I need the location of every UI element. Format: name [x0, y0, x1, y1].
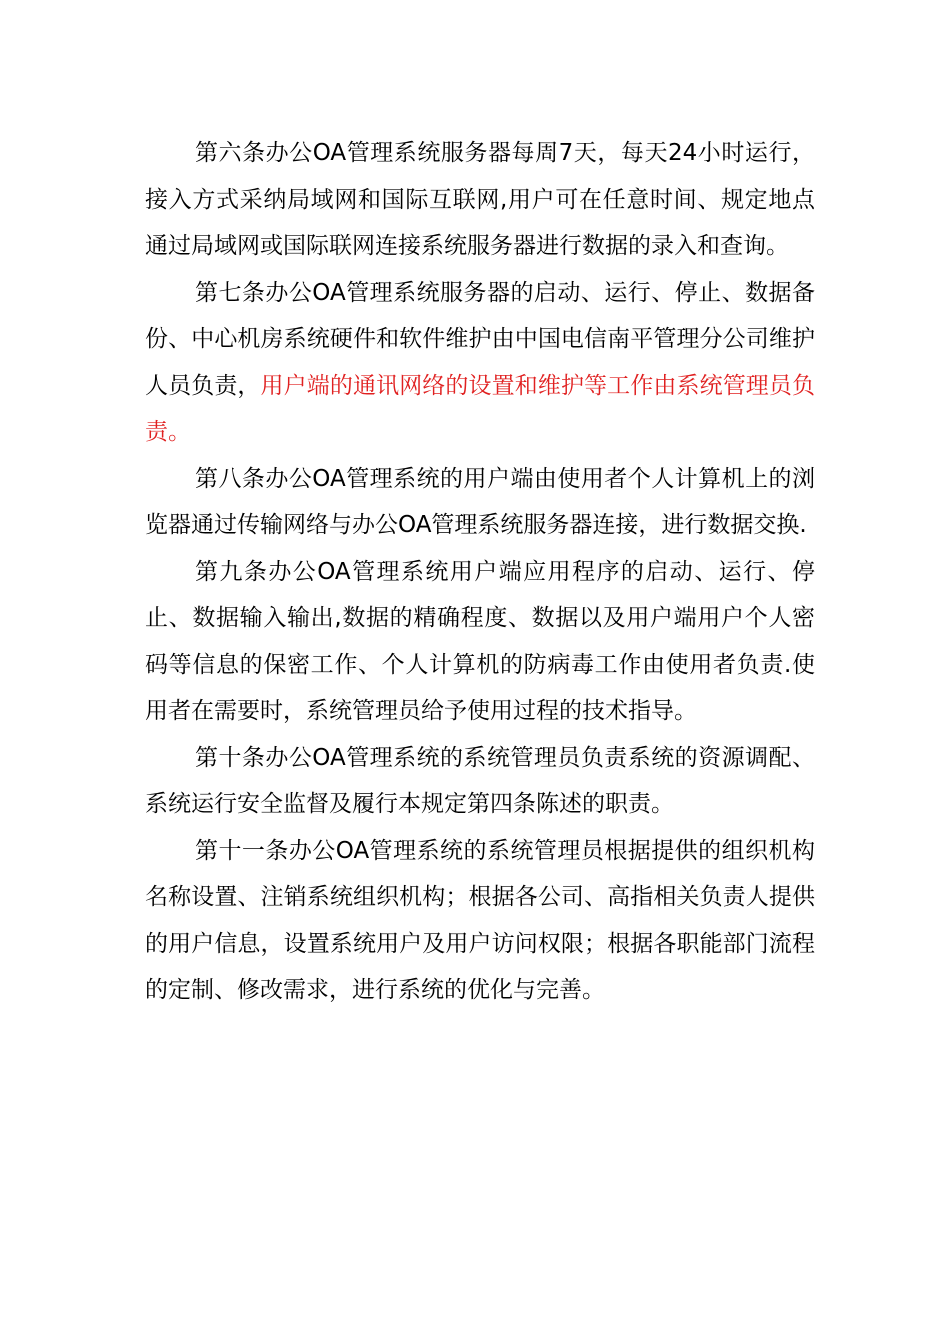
article-8-paragraph: 第八条办公OA管理系统的用户端由使用者个人计算机上的浏览器通过传输网络与办公OA管理系统服务器连接，进行数据交换. [145, 465, 815, 538]
article-11-paragraph: 第十一条办公OA管理系统的系统管理员根据提供的组织机构名称设置、注销系统组织机构；根据各公司、高指相关负责人提供的用户信息，设置系统用户及用户访问权限；根据各职能部门流程的定制、修改需求，进行系统的优化与完善。 [145, 837, 815, 1003]
article-7-text: 第七条办公OA管理系统服务器的启动、运行、停止、数据备份、中心机房系统硬件和软件维护由中国电信南平管理分公司维护人员负责， [145, 279, 815, 399]
article-10-paragraph: 第十条办公OA管理系统的系统管理员负责系统的资源调配、系统运行安全监督及履行本规定第四条陈述的职责。 [145, 744, 815, 817]
article-7-paragraph [145, 270, 815, 456]
article-9-paragraph: 第九条办公OA管理系统用户端应用程序的启动、运行、停止、数据输入输出,数据的精确程度、数据以及用户端用户个人密码等信息的保密工作、个人计算机的防病毒工作由使用者负责.使用者在需要时，系统管理员给予使用过程的技术指导。 [145, 558, 815, 724]
document-body [145, 130, 815, 1014]
article-7-highlighted-text: 用户端的通讯网络的设置和维护等工作由系统管理员负责。 [145, 372, 816, 445]
article-6-paragraph: 第六条办公OA管理系统服务器每周7天，每天24小时运行，接入方式采纳局域网和国际互联网,用户可在任意时间、规定地点通过局域网或国际联网连接系统服务器进行数据的录入和查询。 [145, 140, 815, 259]
